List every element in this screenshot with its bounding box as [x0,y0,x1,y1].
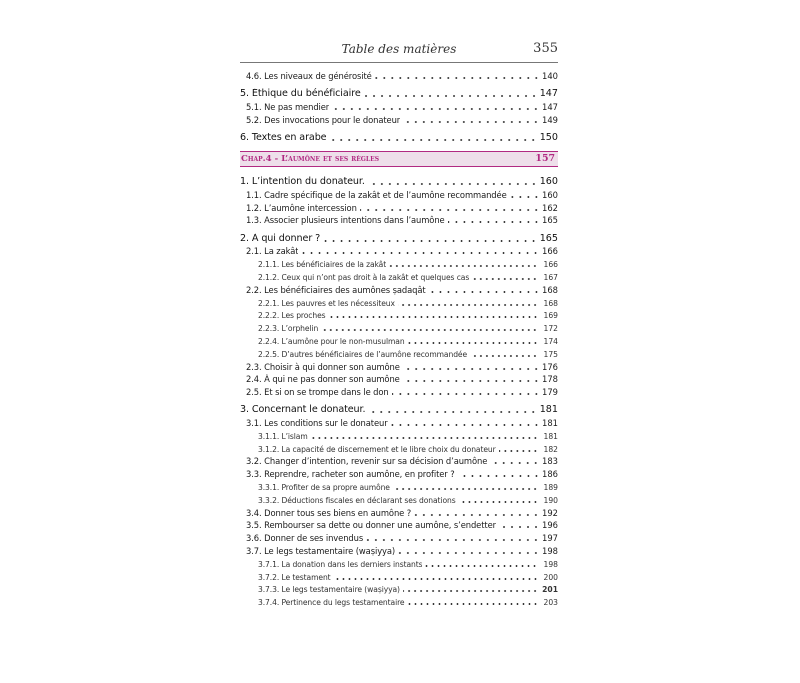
toc-entry-page: 140 [542,70,558,81]
toc-entry[interactable] [240,200,558,213]
toc-leader-dots [321,329,538,331]
toc-leader-dots [403,368,540,370]
toc-entry[interactable] [240,518,558,531]
toc-entry-page: 169 [543,311,558,321]
toc-entry-label: 2.2. Les bénéficiaires des aumônes ṣadaqât [246,284,426,295]
toc-leader-dots [301,252,540,254]
toc-leader-dots [408,603,538,605]
toc-entry-label: 2.2.3. L’orphelin [258,324,319,334]
running-header-title: Table des matières [341,42,457,56]
toc-entry-page: 197 [542,533,558,544]
toc-top-section [240,68,558,143]
toc-leader-dots [403,380,540,382]
toc-entry-label: 3.3.2. Déductions fiscales en déclarant ses donations [258,495,456,505]
toc-entry[interactable] [240,543,558,556]
toc-entry-page: 192 [542,507,558,518]
toc-entry-label: 2.2.5. D’autres bénéficiaires de l’aumône recommandée [258,349,468,359]
toc-entry[interactable] [240,441,558,454]
toc-entry-page: 162 [542,202,558,213]
toc-leader-dots [510,196,540,198]
toc-leader-dots [408,342,538,344]
toc-entry-label: 1. L’intention du donateur. [240,175,365,187]
toc-entry[interactable] [240,359,558,372]
toc-entry-page: 166 [543,260,558,270]
toc-entry[interactable] [240,372,558,385]
toc-leader-dots [360,209,540,211]
toc-entry-page: 196 [542,520,558,531]
toc-leader-dots [391,424,540,426]
toc-entry-page: 178 [542,374,558,385]
toc-entry[interactable] [240,213,558,226]
toc-entry[interactable] [240,466,558,479]
toc-entry[interactable] [240,295,558,308]
toc-entry[interactable] [240,112,558,125]
toc-entry-label: 1.3. Associer plusieurs intentions dans l’aumône [246,215,445,226]
toc-entry-label: 5.1. Ne pas mendier [246,101,330,112]
toc-leader-dots [499,450,538,452]
toc-leader-dots [490,462,540,464]
toc-leader-dots [459,501,538,503]
toc-leader-dots [393,488,538,490]
toc-entry-page: 149 [542,114,558,125]
toc-entry[interactable] [240,229,558,243]
toc-leader-dots [429,291,540,293]
toc-entry-label: 2.2.2. Les proches [258,311,326,321]
toc-entry-page: 179 [542,387,558,398]
toc-entry-label: 3.7.3. Le legs testamentaire (waṣiyya) [258,585,400,595]
toc-entry-label: 3.1. Les conditions sur le donateur [246,418,388,429]
toc-leader-dots [323,240,538,242]
toc-leader-dots [448,221,540,223]
toc-entry-page: 189 [543,483,558,493]
toc-entry-page: 147 [542,101,558,112]
toc-entry-page: 167 [543,272,558,282]
toc-entry[interactable] [240,68,558,81]
toc-entry[interactable] [240,401,558,415]
toc-leader-dots [398,552,540,554]
toc-entry[interactable] [240,479,558,492]
toc-entry[interactable] [240,594,558,607]
toc-entry-label: 5.2. Des invocations pour le donateur [246,114,401,125]
toc-entry-page: 198 [542,546,558,557]
toc-leader-dots [364,95,538,97]
toc-entry[interactable] [240,582,558,595]
toc-leader-dots [403,121,540,123]
toc-entry-page: 181 [539,404,558,416]
chapter-page: 157 [535,153,555,165]
toc-leader-dots [389,265,538,267]
toc-leader-dots [470,355,538,357]
toc-entry-label: 3.6. Donner de ses invendus [246,533,364,544]
toc-leader-dots [472,278,538,280]
running-header [240,40,558,63]
toc-entry-label: 2.2.4. L’aumône pour le non-musulman [258,336,405,346]
toc-entry-label: 3.7.2. Le testament [258,572,331,582]
toc-entry[interactable] [240,282,558,295]
toc-entry[interactable] [240,85,558,99]
toc-entry[interactable] [240,244,558,257]
toc-entry-label: 1.2. L’aumône intercession [246,202,357,213]
toc-entry-page: 175 [543,349,558,359]
page-number: 355 [533,41,558,56]
toc-entry-label: 2.5. Et si on se trompe dans le don [246,387,389,398]
toc-entry-label: 3.5. Rembourser sa dette ou donner une aumône, s’endetter [246,520,496,531]
toc-entry-page: 186 [542,469,558,480]
toc-entry[interactable] [240,454,558,467]
toc-leader-dots [368,411,537,413]
toc-entry-label: 2.1.1. Les bénéficiaires de la zakât [258,260,387,270]
toc-leader-dots [458,475,540,477]
toc-entry-page: 168 [542,284,558,295]
toc-entry[interactable] [240,129,558,143]
toc-entry[interactable] [240,173,558,187]
toc-entry-page: 181 [542,418,558,429]
table-of-contents [240,68,558,607]
toc-entry-page: 200 [543,572,558,582]
toc-entry-label: 2.1.2. Ceux qui n’ont pas droit à la zakât et quelques cas [258,272,470,282]
toc-entry-label: 6. Textes en arabe [240,131,327,143]
toc-leader-dots [375,77,540,79]
toc-entry-label: 3.7. Le legs testamentaire (waṣiyya) [246,546,396,557]
toc-leader-dots [366,539,540,541]
toc-entry-label: 2.4. À qui ne pas donner son aumône [246,374,400,385]
toc-leader-dots [499,526,540,528]
toc-entry-label: 3.7.4. Pertinence du legs testamentaire [258,598,405,608]
toc-entry-page: 150 [539,131,558,143]
toc-entry-page: 147 [539,87,558,99]
toc-entry-label: 3.2. Changer d’intention, revenir sur sa décision d’aumône [246,456,488,467]
toc-entry[interactable] [240,428,558,441]
toc-entry[interactable] [240,505,558,518]
toc-entry-label: 3.1.1. L’islam [258,431,308,441]
toc-entry-page: 165 [542,215,558,226]
toc-entry-page: 182 [543,444,558,454]
toc-entry[interactable] [240,346,558,359]
toc-leader-dots [392,393,540,395]
toc-leader-dots [329,316,538,318]
toc-entry[interactable] [240,556,558,569]
toc-entry[interactable] [240,256,558,269]
toc-entry-label: 3.3.1. Profiter de sa propre aumône [258,483,390,493]
toc-entry-page: 174 [543,336,558,346]
chapter-heading[interactable] [240,151,558,167]
toc-entry-label: 1.1. Cadre spécifique de la zakât et de l’aumône recommandée [246,189,507,200]
toc-entry-page: 160 [539,175,558,187]
toc-entry-page: 181 [543,431,558,441]
toc-entry-label: 3.4. Donner tous ses biens en aumône ? [246,507,412,518]
toc-entry-page: 165 [539,232,558,244]
toc-leader-dots [425,565,538,567]
toc-entry-page: 160 [542,189,558,200]
toc-entry-page: 201 [542,585,558,595]
toc-entry-page: 168 [543,298,558,308]
toc-entry-label: 3. Concernant le donateur. [240,404,366,416]
toc-entry-label: 5. Éthique du bénéficiaire [240,87,361,99]
toc-entry-label: 2.2.1. Les pauvres et les nécessiteux [258,298,395,308]
toc-entry[interactable] [240,320,558,333]
toc-entry-page: 198 [543,559,558,569]
toc-entry-page: 166 [542,246,558,257]
toc-entry-label: 3.1.2. La capacité de discernement et le libre choix du donateur [258,444,496,454]
toc-leader-dots [311,437,538,439]
toc-chapter-section [240,173,558,607]
toc-entry[interactable] [240,384,558,397]
toc-leader-dots [368,183,538,185]
toc-leader-dots [403,590,538,592]
toc-entry[interactable] [240,530,558,543]
chapter-title: Chap.4 - L’aumône et ses règles [241,153,380,164]
toc-leader-dots [398,304,538,306]
toc-entry-page: 203 [543,598,558,608]
toc-entry[interactable] [240,308,558,321]
toc-entry[interactable] [240,569,558,582]
toc-entry-page: 183 [542,456,558,467]
toc-entry[interactable] [240,333,558,346]
toc-entry[interactable] [240,187,558,200]
toc-leader-dots [329,139,537,141]
toc-entry-label: 3.3. Reprendre, racheter son aumône, en profiter ? [246,469,455,480]
toc-leader-dots [414,514,540,516]
toc-entry[interactable] [240,492,558,505]
toc-leader-dots [332,108,540,110]
toc-entry-label: 2.1. La zakât [246,246,299,257]
toc-entry[interactable] [240,415,558,428]
toc-entry-label: 4.6. Les niveaux de générosité [246,70,372,81]
toc-entry-label: 2.3. Choisir à qui donner son aumône [246,361,400,372]
toc-entry[interactable] [240,269,558,282]
toc-entry-page: 190 [543,495,558,505]
toc-entry-label: 2. À qui donner ? [240,232,321,244]
toc-leader-dots [334,578,538,580]
toc-entry[interactable] [240,99,558,112]
toc-entry-label: 3.7.1. La donation dans les derniers instants [258,559,423,569]
toc-entry-page: 176 [542,361,558,372]
toc-entry-page: 172 [543,324,558,334]
